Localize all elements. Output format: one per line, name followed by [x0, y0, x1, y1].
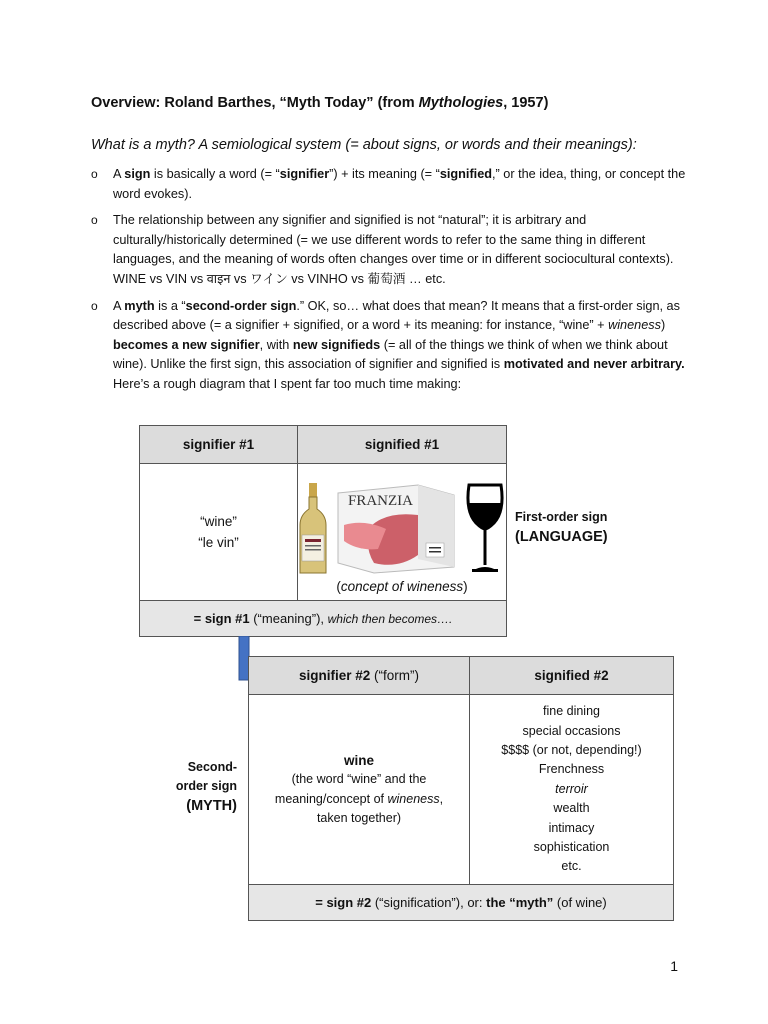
- signified-item: etc.: [561, 859, 582, 874]
- word-wine: “wine”: [200, 514, 237, 529]
- signified-1-cell: [298, 464, 507, 601]
- signified-item: terroir: [555, 781, 588, 796]
- franzia-logo: FRANZIA: [348, 492, 414, 509]
- bullet-sign-definition: o A sign is basically a word (= “signifier”) + its meaning (= “signified,” or the idea, thing, or concept the word evokes).: [91, 167, 686, 201]
- signifier-1-cell: [140, 464, 298, 601]
- bullet-list: [91, 165, 691, 402]
- bullet-marker: o: [91, 298, 98, 313]
- wine-term: wine: [343, 752, 374, 768]
- first-order-sign-table: [139, 425, 507, 637]
- signified-item: fine dining: [543, 704, 600, 719]
- bullet-marker: o: [91, 167, 98, 181]
- signifier-2-header: signifier #2 (“form”): [249, 657, 470, 695]
- signifier-2-description: (the word “wine” and the meaning/concept of wineness, taken together): [274, 772, 444, 825]
- signified-item: intimacy: [548, 820, 595, 835]
- signifier-2-cell: [249, 695, 470, 885]
- signified-item: special occasions: [522, 723, 621, 738]
- signified-2-header: signified #2: [470, 657, 674, 695]
- page-number: 1: [670, 958, 678, 974]
- bullet-marker: o: [91, 213, 98, 228]
- second-order-sign-table: [248, 656, 674, 921]
- word-le-vin: “le vin”: [198, 535, 239, 550]
- first-order-sign-label: First-order sign (LANGUAGE): [515, 510, 608, 545]
- sign-2-footer: = sign #2 (“signification”), or: the “myth” (of wine): [249, 885, 674, 921]
- franzia-box-image: [334, 481, 458, 575]
- signified-item: $$$$ (or not, depending!): [501, 742, 642, 757]
- bullet-arbitrary-relationship: o The relationship between any signifier and signified is not “natural”; it is arbitrary and culturally/historically determined (= we use different words to refer to the same thing in different languages, and the meaning of words often changes over time or in different sociocultural contexts). WINE vs VIN vs वाइन vs ワイン vs VINHO vs 葡萄酒 … etc.: [91, 213, 674, 286]
- section-subtitle: What is a myth? A semiological system (= about signs, or words and their meanings):: [91, 137, 637, 153]
- wine-bottle-image: [298, 483, 328, 575]
- page-title: Overview: Roland Barthes, “Myth Today” (from Mythologies, 1957): [91, 95, 549, 111]
- signified-item: Frenchness: [538, 762, 605, 777]
- wine-glass-icon: [464, 481, 506, 575]
- bullet-myth-definition: o A myth is a “second-order sign.” OK, so… what does that mean? It means that a first-order sign, as described above (= a signifier + signified, or a word + its meaning: for instance, “wine” + wineness) becomes a new signifier, with new signifieds (= all of the things we think of when we think about wine). Unlike the first sign, this association of signifier and signified is motivated and never arbitrary. Here’s a rough diagram that I spent far too much time making:: [91, 298, 685, 391]
- second-order-sign-label: Second- order sign (MYTH): [175, 760, 237, 814]
- sign-1-footer: = sign #1 (“meaning”), which then becomes….: [140, 601, 507, 637]
- wine-images: [298, 479, 506, 575]
- signified-1-header: signified #1: [298, 426, 507, 464]
- signified-item: sophistication: [533, 840, 610, 855]
- signifier-1-header: signifier #1: [140, 426, 298, 464]
- signified-item: wealth: [553, 801, 590, 816]
- wineness-caption: (concept of wineness): [336, 578, 468, 594]
- signified-2-cell: [470, 695, 674, 885]
